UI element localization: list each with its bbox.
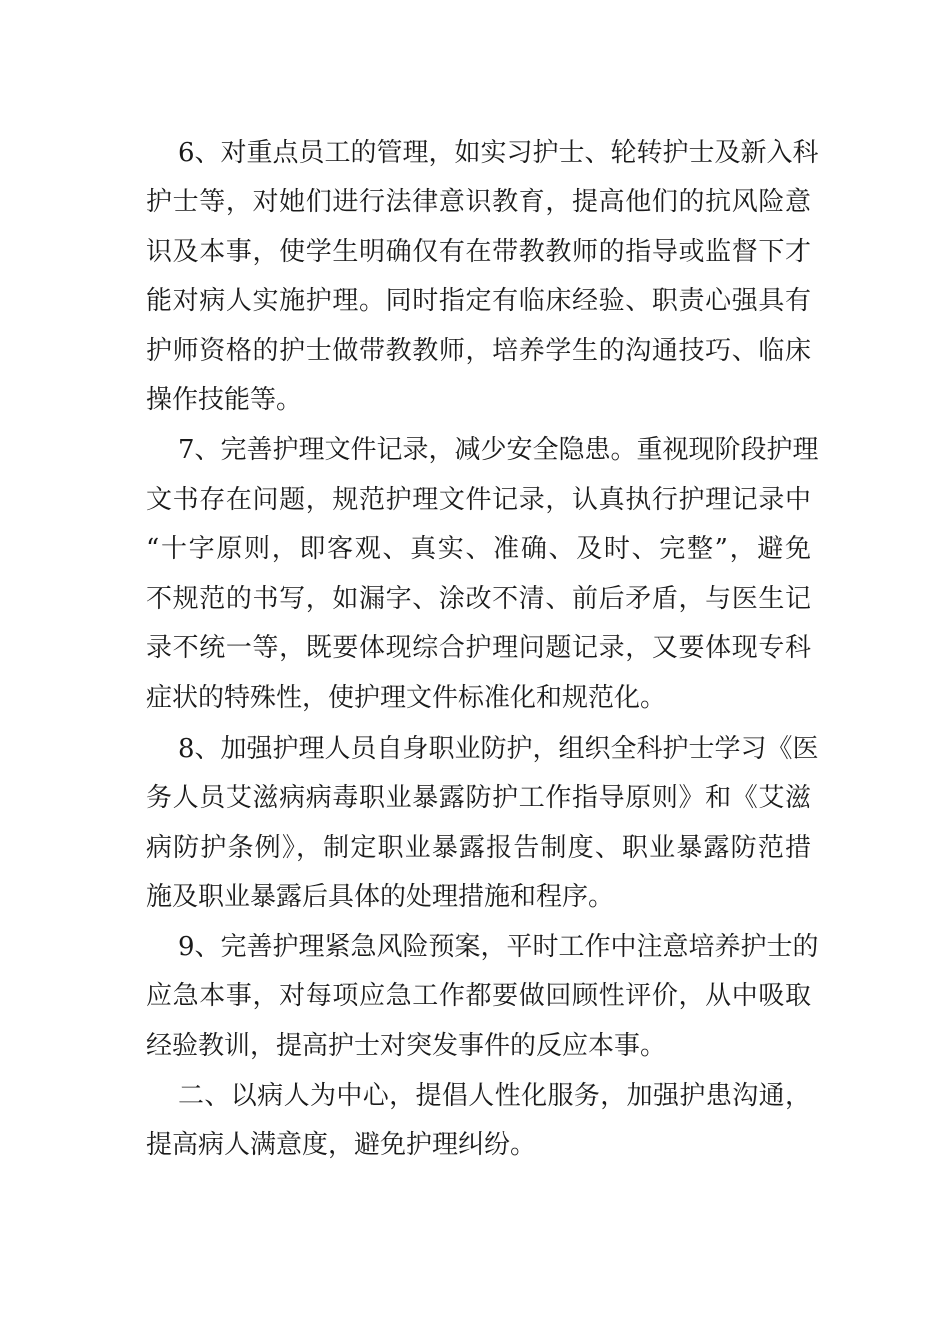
- para-7-line-6: 症状的特殊性，使护理文件标准化和规范化。: [146, 683, 667, 713]
- para-8-line-1: 8、加强护理人员自身职业防护，组织全科护士学习《医: [178, 734, 819, 764]
- para-7-line-1: 7、完善护理文件记录，减少安全隐患。重视现阶段护理: [178, 435, 819, 465]
- para-6-line-6: 操作技能等。: [146, 385, 303, 415]
- section-2-heading-line-2: 提高病人满意度，避免护理纠纷。: [146, 1130, 537, 1160]
- para-6-line-2: 护士等，对她们进行法律意识教育，提高他们的抗风险意: [146, 187, 811, 217]
- para-6-line-1: 6、对重点员工的管理，如实习护士、轮转护士及新入科: [178, 138, 819, 168]
- para-9-line-1: 9、完善护理紧急风险预案，平时工作中注意培养护士的: [178, 932, 819, 962]
- para-9-line-3: 经验教训，提高护士对突发事件的反应本事。: [146, 1031, 667, 1061]
- para-6-line-3: 识及本事，使学生明确仅有在带教教师的指导或监督下才: [146, 237, 811, 267]
- para-7-line-3: “十字原则，即客观、真实、准确、及时、完整”，避免: [146, 534, 811, 564]
- para-8-line-2: 务人员艾滋病病毒职业暴露防护工作指导原则》和《艾滋: [146, 783, 811, 813]
- para-6-line-4: 能对病人实施护理。同时指定有临床经验、职责心强具有: [146, 286, 811, 316]
- para-8-line-4: 施及职业暴露后具体的处理措施和程序。: [146, 882, 615, 912]
- para-9-line-2: 应急本事，对每项应急工作都要做回顾性评价，从中吸取: [146, 981, 811, 1011]
- para-7-line-2: 文书存在问题，规范护理文件记录，认真执行护理记录中: [146, 485, 811, 515]
- para-6-line-5: 护师资格的护士做带教教师，培养学生的沟通技巧、临床: [146, 336, 811, 366]
- para-7-line-4: 不规范的书写，如漏字、涂改不清、前后矛盾，与医生记: [146, 584, 811, 614]
- para-7-line-5: 录不统一等，既要体现综合护理问题记录，又要体现专科: [146, 633, 811, 663]
- section-2-heading-line-1: 二、以病人为中心，提倡人性化服务，加强护患沟通，: [178, 1081, 811, 1111]
- para-8-line-3: 病防护条例》，制定职业暴露报告制度、职业暴露防范措: [146, 833, 811, 863]
